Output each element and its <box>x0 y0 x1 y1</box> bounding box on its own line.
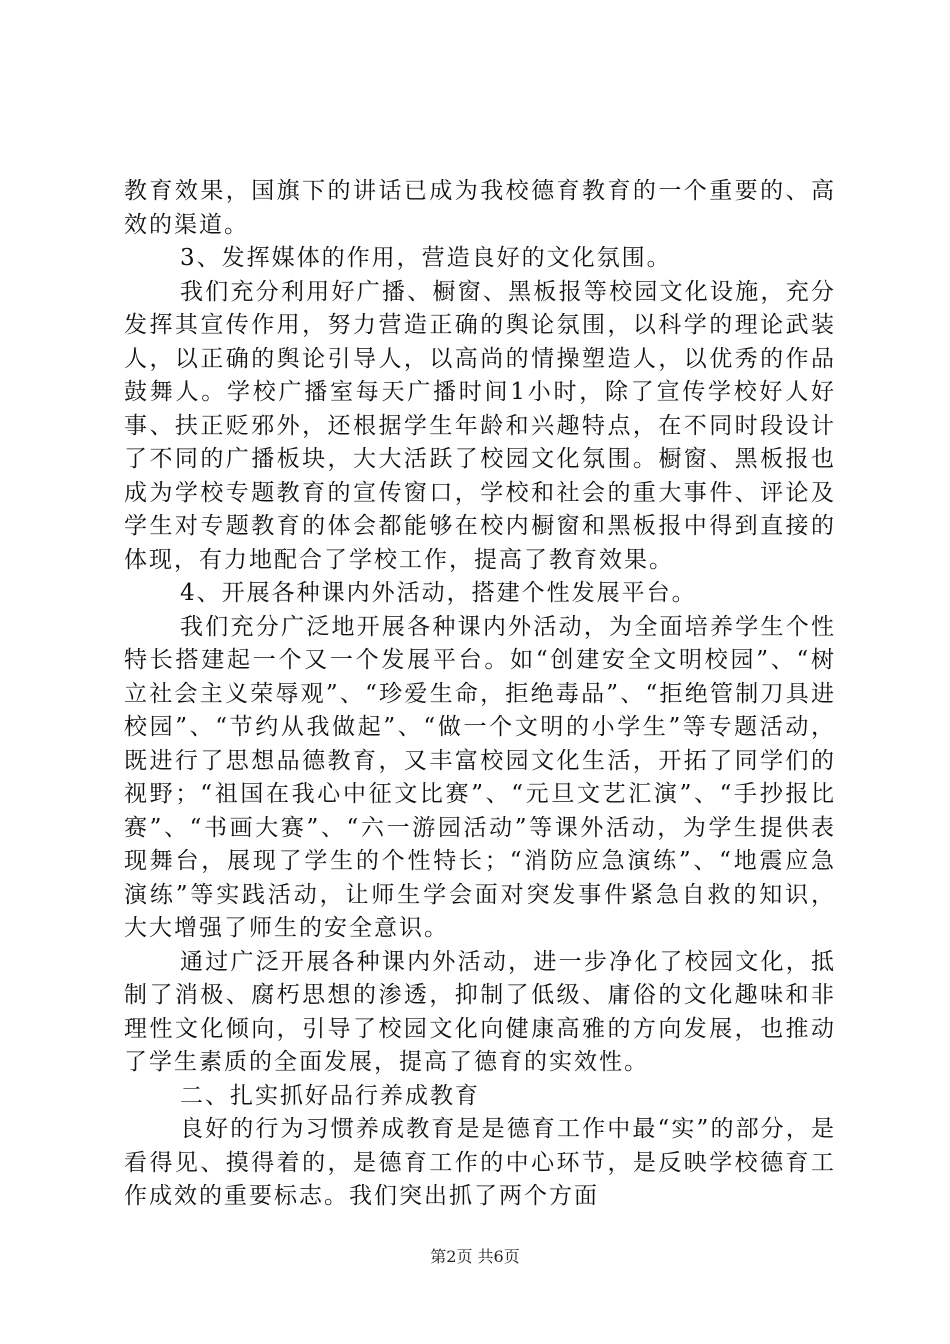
paragraph-conduct: 良好的行为习惯养成教育是是德育工作中最“实”的部分，是看得见、摸得着的，是德育工作的中心环节，是反映学校德育工作成效的重要标志。我们突出抓了两个方面 <box>124 1116 836 1209</box>
section-heading-media: 3、发挥媒体的作用，营造良好的文化氛围。 <box>180 245 672 271</box>
paragraph-activities-summary: 通过广泛开展各种课内外活动，进一步净化了校园文化，抵制了消极、腐朽思想的渗透，抑制了低级、庸俗的文化趣味和非理性文化倾向，引导了校园文化向健康高雅的方向发展，也推动了学生素质的全面发展，提高了德育的实效性。 <box>124 948 836 1075</box>
paragraph-activities: 我们充分广泛地开展各种课内外活动，为全面培养学生个性特长搭建起一个又一个发展平台。如“创建安全文明校园”、“树立社会主义荣辱观”、“珍爱生命，拒绝毒品”、“拒绝管制刀具进校园”、“节约从我做起”、“做一个文明的小学生”等专题活动，既进行了思想品德教育，又丰富校园文化生活，开拓了同学们的视野；“祖国在我心中征文比赛”、“元旦文艺汇演”、“手抄报比赛”、“书画大赛”、“六一游园活动”等课外活动，为学生提供表现舞台，展现了学生的个性特长；“消防应急演练”、“地震应急演练”等实践活动，让师生学会面对突发事件紧急自救的知识，大大增强了师生的安全意识。 <box>124 613 836 941</box>
section-heading-activities: 4、开展各种课内外活动，搭建个性发展平台。 <box>180 580 697 606</box>
paragraph-media-culture: 我们充分利用好广播、橱窗、黑板报等校园文化设施，充分发挥其宣传作用，努力营造正确的舆论氛围，以科学的理论武装人，以正确的舆论引导人，以高尚的情操塑造人，以优秀的作品鼓舞人。学校广播室每天广播时间1小时，除了宣传学校好人好事、扶正贬邪外，还根据学生年龄和兴趣特点，在不同时段设计了不同的广播板块，大大活跃了校园文化氛围。橱窗、黑板报也成为学校专题教育的宣传窗口，学校和社会的重大事件、评论及学生对专题教育的体会都能够在校内橱窗和黑板报中得到直接的体现，有力地配合了学校工作，提高了教育效果。 <box>124 278 836 573</box>
document-body <box>124 175 836 1214</box>
page-number-footer: 第2页 共6页 <box>430 1247 520 1266</box>
section-heading-conduct: 二、扎实抓好品行养成教育 <box>180 1082 480 1109</box>
paragraph-continuation: 教育效果，国旗下的讲话已成为我校德育教育的一个重要的、高效的渠道。 <box>124 178 836 238</box>
